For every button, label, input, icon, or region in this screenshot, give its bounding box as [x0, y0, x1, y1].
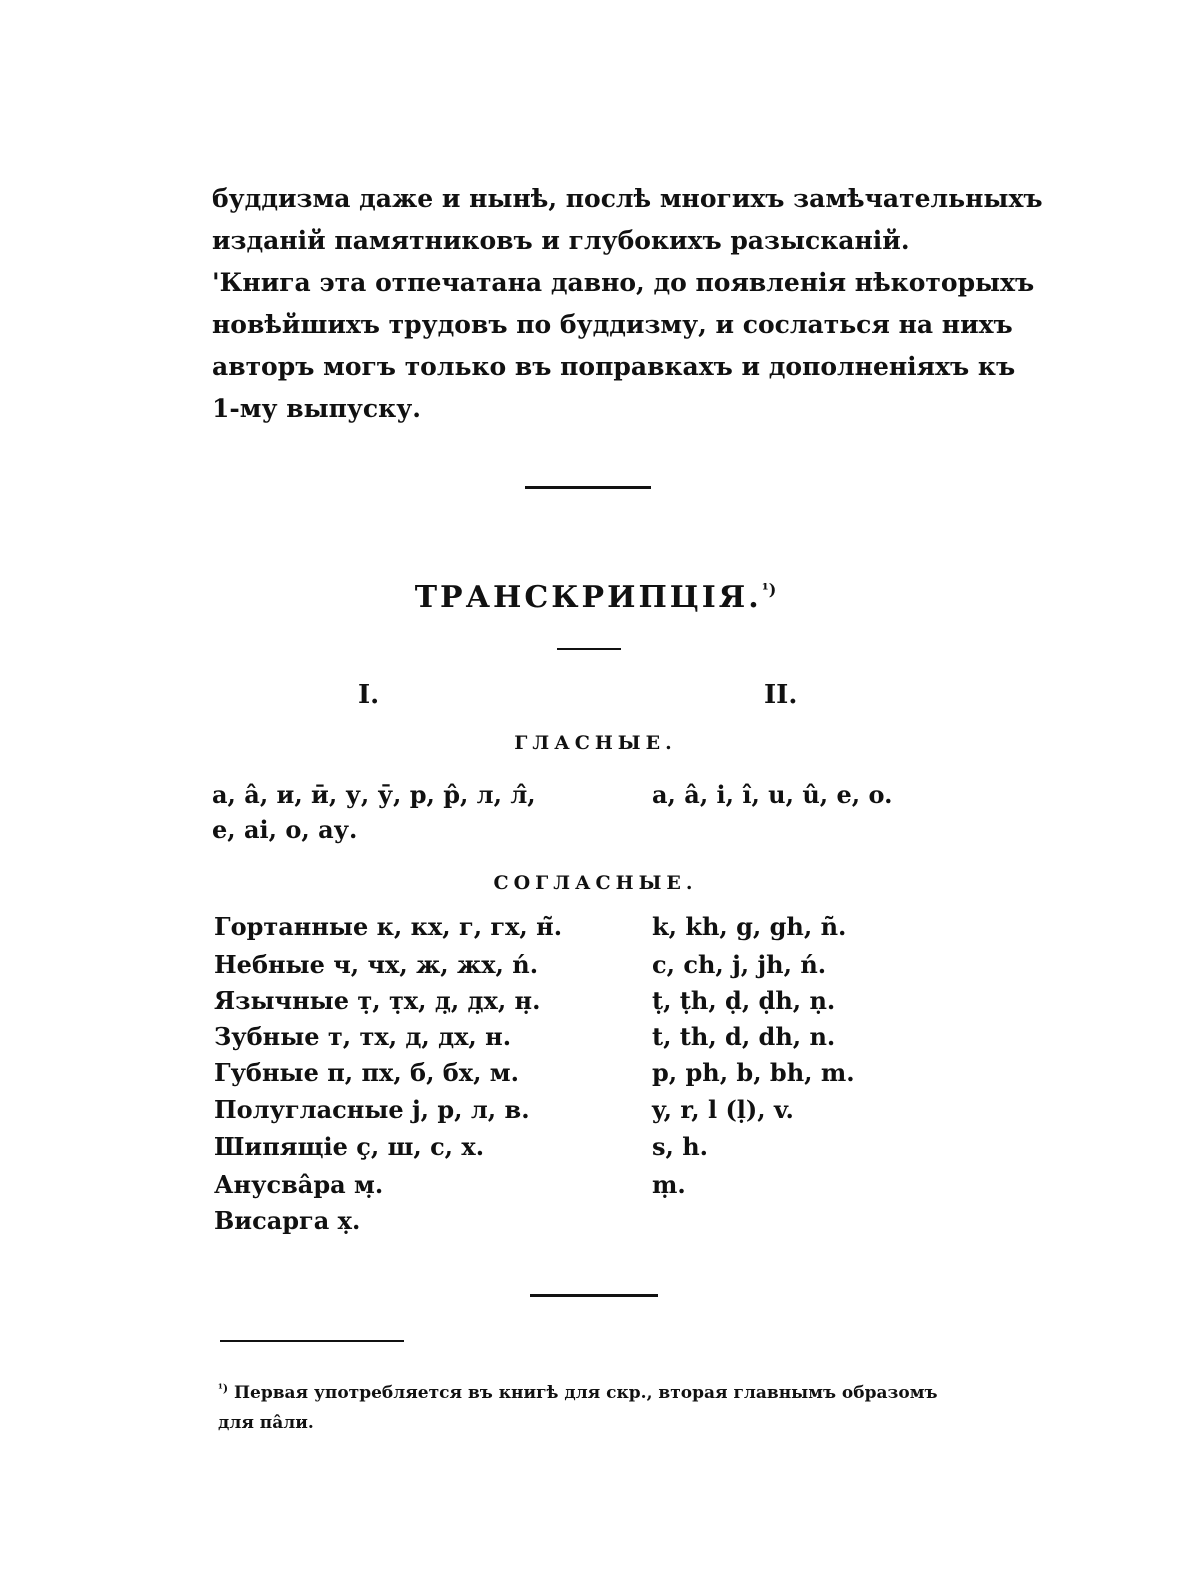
vowels-column-1-line-1: а, â, и, ӣ, у, ӯ, р, р̂, л, л̂, — [212, 780, 536, 809]
consonant-row-roman: ṃ. — [652, 1170, 686, 1199]
consonant-row-label: Губные п, пх, б, бх, м. — [214, 1058, 520, 1087]
consonant-row-label: Небные ч, чх, ж, жх, ń. — [214, 950, 539, 979]
consonant-row-roman: y, r, l (ḷ), v. — [652, 1095, 794, 1124]
note-paragraph — [212, 262, 1035, 430]
footnote-line-1 — [218, 1374, 978, 1408]
consonant-row-label: Полугласные j, р, л, в. — [214, 1095, 530, 1124]
vowels-column-1-line-2: е, аі, о, ау. — [212, 815, 358, 844]
consonant-row-roman: s, h. — [652, 1132, 709, 1161]
consonants-heading: СОГЛАСНЫЕ. — [493, 872, 698, 894]
consonant-row-roman: ṭ, ṭh, ḍ, ḍh, ṇ. — [652, 986, 836, 1015]
paragraph-line: новѣйшихъ трудовъ по буддизму, и сослаться на нихъ — [212, 310, 1013, 339]
consonant-row-roman: t, th, d, dh, n. — [652, 1022, 836, 1051]
consonant-row-roman: k, kh, g, gh, ñ. — [652, 912, 847, 941]
consonant-row-label: Висарга х̣. — [214, 1206, 361, 1235]
footnote-line-2: для пâли. — [218, 1413, 314, 1433]
consonant-row-label: Анусвâра м̣. — [214, 1170, 384, 1199]
column-2-label: II. — [764, 680, 798, 710]
title-text: ТРАНСКРИПЦІЯ. — [414, 580, 762, 615]
paragraph-line: изданій памятниковъ и глубокихъ разысканій. — [212, 226, 910, 255]
column-1-label: I. — [358, 680, 380, 710]
vowels-column-2: a, â, i, î, u, û, e, o. — [652, 780, 893, 809]
consonant-row-label: Шипящіе ç, ш, с, х. — [214, 1132, 485, 1161]
paragraph-line: буддизма даже и нынѣ, послѣ многихъ замѣчательныхъ — [212, 184, 1043, 213]
footnote-text: Первая употребляется въ книгѣ для скр., вторая главнымъ образомъ — [233, 1383, 938, 1403]
footnote-rule — [220, 1340, 404, 1342]
consonant-row-label: Гортанные к, кх, г, гх, н̃. — [214, 912, 563, 941]
section-divider — [530, 1294, 658, 1297]
vowels-heading: ГЛАСНЫЕ. — [514, 732, 677, 754]
paragraph-line: 1-му выпуску. — [212, 394, 421, 423]
intro-paragraph — [212, 178, 1043, 262]
footnote-mark: ¹) — [218, 1382, 229, 1395]
paragraph-line: авторъ могъ только въ поправкахъ и дополненіяхъ къ — [212, 352, 1016, 381]
paragraph-line: 'Книга эта отпечатана давно, до появленія нѣкоторыхъ — [212, 268, 1035, 297]
title-footnote-mark: ¹) — [761, 580, 777, 599]
consonant-row-roman: p, ph, b, bh, m. — [652, 1058, 855, 1087]
transcription-title — [0, 580, 1191, 615]
footnote — [218, 1374, 978, 1438]
consonant-row-roman: c, ch, j, jh, ń. — [652, 950, 827, 979]
title-underline — [557, 648, 621, 650]
section-divider — [525, 486, 651, 489]
consonant-row-label: Язычные т̣, т̣х, д̣, д̣х, н̣. — [214, 986, 541, 1015]
consonant-row-label: Зубные т, тх, д, дх, н. — [214, 1022, 512, 1051]
